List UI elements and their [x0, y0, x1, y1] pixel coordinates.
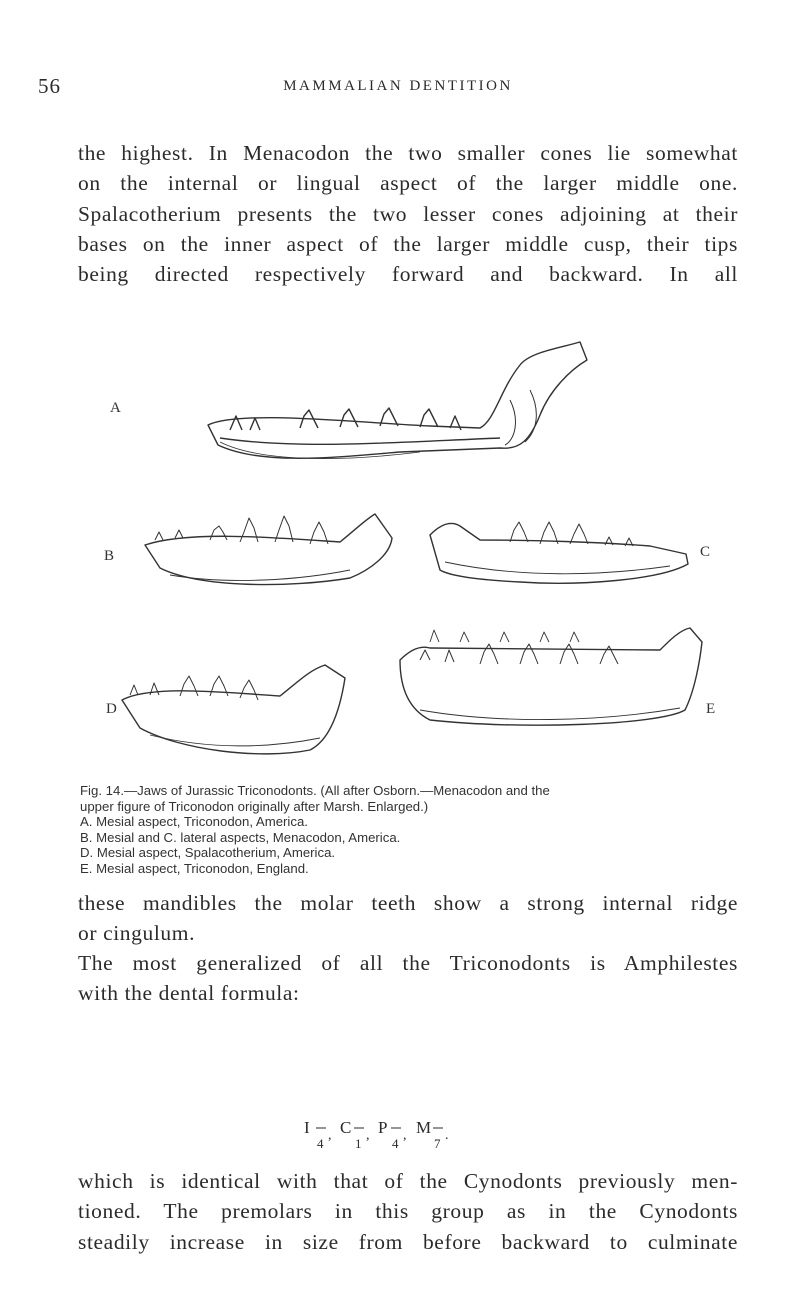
panel-label-e: E: [706, 701, 716, 717]
jaw-drawing-c: [430, 522, 688, 583]
svg-text:.: .: [445, 1128, 449, 1143]
formula-c-den: 1: [355, 1136, 362, 1151]
formula-i: I: [304, 1118, 310, 1137]
svg-text:,: ,: [403, 1128, 407, 1143]
text-line: these mandibles the molar teeth show a strong internal ridge: [78, 891, 738, 915]
figure-caption: [80, 783, 740, 876]
figure-jaws: [100, 330, 720, 780]
caption-line: D. Mesial aspect, Spalacotherium, America.: [80, 845, 336, 860]
paragraph-2: [78, 888, 738, 949]
running-title: MAMMALIAN DENTITION: [283, 78, 513, 94]
text-line: Spalacotherium presents the two lesser cones adjoining at their: [78, 201, 738, 226]
formula-c: C: [340, 1118, 352, 1137]
text-line: The most generalized of all the Triconodonts is Amphilestes: [78, 951, 738, 975]
caption-line: A. Mesial aspect, Triconodon, America.: [80, 814, 308, 829]
panel-label-a: A: [110, 400, 121, 416]
svg-text:,: ,: [328, 1128, 332, 1143]
text-line: being directed respectively forward and backward. In all: [78, 262, 738, 287]
panel-label-b: B: [104, 548, 115, 564]
paragraph-3: [78, 948, 738, 1009]
svg-text:,: ,: [366, 1128, 370, 1143]
jaw-drawing-e: [400, 628, 702, 725]
formula-p: P: [378, 1118, 388, 1137]
jaw-drawing-b: [145, 514, 392, 585]
text-line: with the dental formula:: [78, 981, 300, 1006]
jaw-drawing-d: [122, 665, 345, 754]
panel-label-c: C: [700, 544, 711, 560]
text-line: the highest. In Menacodon the two smaller cones lie somewhat: [78, 141, 738, 165]
text-line: steadily increase in size from before backward to culminate: [78, 1229, 738, 1254]
text-line: tioned. The premolars in this group as in the Cynodonts: [78, 1199, 738, 1224]
text-line: or cingulum.: [78, 921, 196, 946]
caption-line: upper figure of Triconodon originally after Marsh. Enlarged.): [80, 798, 429, 814]
formula-p-den: 4: [392, 1136, 399, 1151]
paragraph-4: [78, 1166, 738, 1257]
caption-line: Fig. 14.—Jaws of Jurassic Triconodonts. (All after Osborn.—Menacodon and the: [80, 783, 550, 798]
text-line: on the internal or lingual aspect of the larger middle one.: [78, 171, 738, 196]
caption-line: E. Mesial aspect, Triconodon, England.: [80, 860, 309, 876]
caption-line: B. Mesial and C. lateral aspects, Menacodon, America.: [80, 829, 401, 845]
text-line: bases on the inner aspect of the larger middle cusp, their tips: [78, 231, 738, 256]
paragraph-1: [78, 138, 738, 289]
page-number: 56: [38, 74, 61, 98]
formula-i-den: 4: [317, 1136, 324, 1151]
panel-label-d: D: [106, 701, 117, 717]
dental-formula: [300, 1115, 500, 1155]
jaw-drawing-a: [208, 342, 587, 459]
page-header: [38, 74, 758, 104]
formula-m-den: 7: [434, 1136, 441, 1151]
text-line: which is identical with that of the Cynodonts previously men-: [78, 1169, 738, 1193]
formula-m: M: [416, 1118, 432, 1137]
